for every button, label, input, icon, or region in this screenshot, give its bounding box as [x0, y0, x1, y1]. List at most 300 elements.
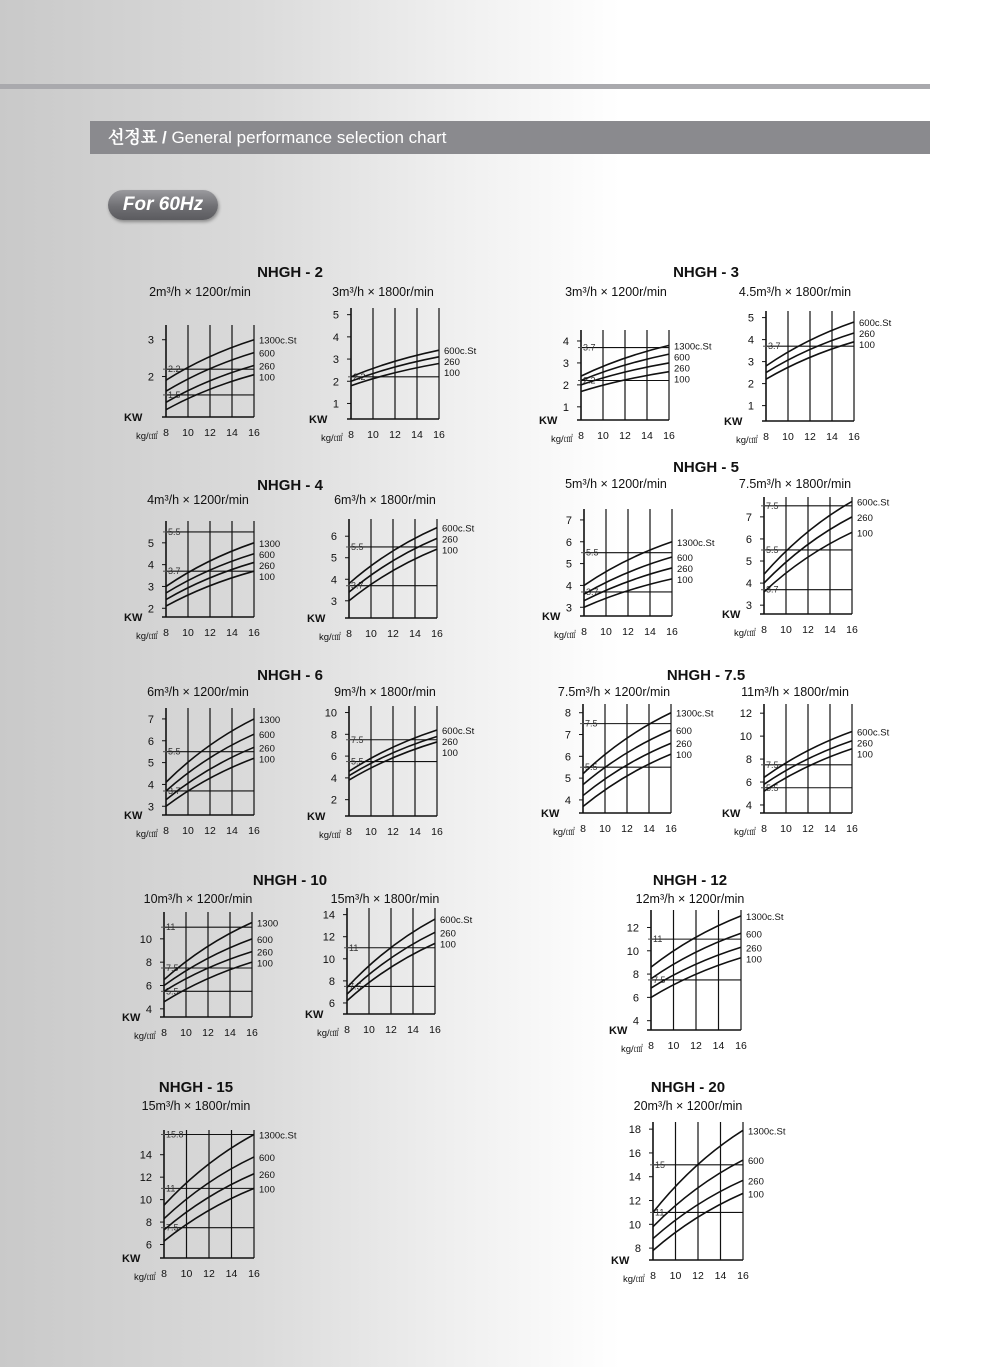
- reference-label: 7.5: [351, 734, 364, 745]
- x-tick-label: 14: [226, 427, 238, 439]
- y-axis-label: KW: [122, 1253, 141, 1265]
- model-title: NHGH - 12: [652, 872, 728, 889]
- y-tick-label: 5: [564, 773, 571, 786]
- y-tick-label: 7: [564, 729, 571, 742]
- legend-label: 600: [259, 348, 275, 360]
- reference-label: 15: [655, 1159, 666, 1170]
- reference-label: 7.5: [766, 500, 779, 511]
- reference-label: 2.2: [168, 364, 181, 375]
- chart-subtitle: 7.5m³/h × 1800r/min: [738, 477, 852, 491]
- y-tick-label: 6: [745, 777, 752, 790]
- legend-label: 100: [442, 545, 458, 557]
- chart-subtitle: 10m³/h × 1200r/min: [143, 892, 253, 906]
- y-axis-label: KW: [124, 412, 143, 424]
- legend-label: 1300: [257, 918, 279, 930]
- x-tick-label: 8: [163, 427, 169, 439]
- reference-label: 15.8: [166, 1129, 184, 1140]
- reference-label: 3.7: [583, 342, 596, 353]
- reference-label: 11: [166, 922, 176, 933]
- reference-label: 11: [655, 1207, 665, 1218]
- y-axis-label: KW: [122, 1012, 141, 1024]
- y-tick-label: 7: [565, 514, 572, 527]
- y-tick-label: 4: [332, 331, 339, 344]
- reference-label: 5.5: [166, 986, 179, 997]
- reference-label: 5.5: [168, 746, 181, 757]
- y-axis-label: KW: [609, 1025, 628, 1037]
- x-tick-label: 12: [204, 825, 216, 837]
- y-tick-label: 7: [147, 713, 154, 726]
- y-tick-label: 12: [139, 1172, 152, 1185]
- x-tick-label: 16: [666, 626, 678, 638]
- y-tick-label: 2: [747, 378, 754, 391]
- y-tick-label: 3: [747, 356, 754, 369]
- y-tick-label: 4: [147, 559, 154, 572]
- x-tick-label: 14: [409, 826, 421, 838]
- x-tick-label: 8: [344, 1024, 350, 1036]
- legend-label: 1300c.St: [677, 537, 715, 549]
- reference-label: 3.7: [168, 566, 181, 577]
- y-tick-label: 8: [145, 1217, 152, 1230]
- legend-label: 100: [674, 374, 690, 386]
- y-tick-label: 1: [747, 400, 754, 413]
- legend-label: 100: [442, 747, 458, 759]
- x-tick-label: 16: [246, 1027, 258, 1039]
- x-tick-label: 16: [735, 1040, 747, 1052]
- x-axis-unit: kg/㎠: [317, 1028, 340, 1039]
- y-tick-label: 4: [632, 1015, 639, 1028]
- chart-subtitle: 12m³/h × 1200r/min: [635, 892, 745, 906]
- chart-subtitle: 5m³/h × 1200r/min: [565, 477, 667, 491]
- y-axis-label: KW: [611, 1255, 630, 1267]
- reference-label: 5.5: [766, 544, 779, 555]
- reference-label: 5.5: [351, 756, 364, 767]
- frequency-badge: For 60Hz: [108, 190, 218, 220]
- x-tick-label: 12: [622, 626, 634, 638]
- y-axis-label: KW: [305, 1009, 324, 1021]
- x-axis-unit: kg/㎠: [321, 433, 344, 444]
- y-tick-label: 12: [628, 1195, 641, 1208]
- y-tick-label: 10: [628, 1219, 641, 1232]
- x-tick-label: 8: [578, 430, 584, 442]
- x-tick-label: 14: [824, 823, 836, 835]
- x-tick-label: 12: [385, 1024, 397, 1036]
- y-axis-label: KW: [724, 416, 743, 428]
- y-tick-label: 6: [564, 751, 571, 764]
- y-tick-label: 5: [147, 537, 154, 550]
- x-tick-label: 12: [804, 431, 816, 443]
- y-tick-label: 8: [145, 957, 152, 970]
- x-tick-label: 10: [180, 1027, 192, 1039]
- x-tick-label: 14: [641, 430, 653, 442]
- x-tick-label: 16: [248, 627, 260, 639]
- legend-label: 260: [748, 1176, 764, 1188]
- legend-label: 600: [748, 1156, 764, 1168]
- x-tick-label: 10: [182, 825, 194, 837]
- x-axis-unit: kg/㎠: [134, 1272, 157, 1283]
- legend-label: 600: [677, 553, 693, 565]
- model-title: NHGH - 15: [158, 1079, 234, 1096]
- model-title: NHGH - 4: [257, 477, 323, 494]
- chart-subtitle: 4m³/h × 1200r/min: [147, 493, 249, 507]
- model-title: NHGH - 5: [673, 459, 739, 476]
- reference-label: 1.5: [168, 389, 181, 400]
- reference-label: 2.2: [353, 371, 366, 382]
- y-tick-label: 4: [747, 334, 754, 347]
- reference-label: 5.5: [586, 547, 599, 558]
- header-separator: /: [157, 128, 172, 147]
- y-tick-label: 5: [745, 556, 752, 569]
- y-axis-label: KW: [541, 808, 560, 820]
- y-tick-label: 8: [632, 969, 639, 982]
- x-axis-unit: kg/㎠: [319, 632, 342, 643]
- y-tick-label: 1: [562, 401, 569, 414]
- reference-label: 3.7: [766, 584, 779, 595]
- y-tick-label: 2: [330, 794, 337, 807]
- reference-label: 11: [653, 934, 663, 945]
- x-tick-label: 10: [782, 431, 794, 443]
- x-tick-label: 8: [581, 626, 587, 638]
- x-tick-label: 10: [669, 1270, 682, 1282]
- model-title: NHGH - 2: [257, 264, 323, 281]
- y-tick-label: 6: [745, 533, 752, 546]
- x-tick-label: 14: [226, 825, 238, 837]
- reference-label: 7.5: [166, 963, 179, 973]
- y-tick-label: 8: [745, 754, 752, 767]
- y-tick-label: 3: [562, 357, 569, 370]
- legend-label: 100: [257, 958, 273, 970]
- x-tick-label: 16: [846, 823, 858, 835]
- y-tick-label: 5: [147, 757, 154, 770]
- legend-label: 260: [259, 560, 275, 572]
- reference-label: 11: [349, 942, 359, 953]
- y-tick-label: 16: [628, 1147, 641, 1160]
- x-tick-label: 8: [163, 627, 169, 639]
- legend-label: 260: [857, 738, 873, 750]
- y-axis-label: KW: [539, 415, 558, 427]
- x-axis-unit: kg/㎠: [136, 631, 159, 642]
- y-tick-label: 4: [330, 574, 337, 587]
- x-tick-label: 12: [204, 427, 216, 439]
- x-tick-label: 16: [429, 1024, 441, 1036]
- x-tick-label: 16: [848, 431, 860, 443]
- y-tick-label: 5: [330, 552, 337, 565]
- y-tick-label: 6: [145, 980, 152, 993]
- x-tick-label: 10: [180, 1268, 193, 1280]
- y-axis-label: KW: [124, 810, 143, 822]
- x-tick-label: 16: [665, 823, 677, 835]
- legend-label: 260: [444, 357, 460, 369]
- y-tick-label: 6: [328, 997, 335, 1010]
- y-tick-label: 12: [322, 931, 335, 944]
- legend-label: 100: [440, 939, 456, 951]
- y-tick-label: 8: [330, 729, 337, 742]
- legend-label: 100: [444, 368, 460, 380]
- legend-label: 260: [259, 1169, 275, 1181]
- legend-label: 260: [857, 512, 873, 524]
- reference-label: 5.5: [585, 762, 598, 773]
- y-tick-label: 12: [626, 922, 639, 935]
- legend-label: 600c.St: [857, 727, 890, 739]
- x-tick-label: 8: [346, 628, 352, 640]
- x-tick-label: 10: [363, 1024, 375, 1036]
- y-tick-label: 5: [332, 309, 339, 322]
- model-title: NHGH - 3: [673, 264, 739, 281]
- x-tick-label: 12: [690, 1040, 702, 1052]
- y-axis-label: KW: [124, 612, 143, 624]
- x-tick-label: 10: [780, 624, 792, 636]
- y-axis-label: KW: [542, 611, 561, 623]
- y-tick-label: 5: [747, 312, 754, 325]
- legend-label: 260: [746, 943, 762, 955]
- y-tick-label: 10: [139, 1194, 152, 1207]
- legend-label: 100: [259, 571, 275, 583]
- chart-subtitle: 6m³/h × 1800r/min: [334, 493, 436, 507]
- y-tick-label: 2: [562, 379, 569, 392]
- legend-label: 260: [674, 363, 690, 375]
- y-tick-label: 2: [147, 603, 154, 616]
- legend-label: 1300c.St: [259, 1130, 297, 1142]
- y-tick-label: 10: [139, 933, 152, 946]
- reference-label: 5.5: [766, 782, 779, 793]
- model-title: NHGH - 10: [252, 872, 328, 889]
- x-tick-label: 10: [182, 627, 194, 639]
- x-tick-label: 16: [248, 427, 260, 439]
- y-axis-label: KW: [307, 613, 326, 625]
- x-tick-label: 10: [182, 427, 194, 439]
- legend-label: 100: [746, 954, 762, 966]
- x-tick-label: 8: [648, 1040, 654, 1052]
- legend-label: 260: [259, 743, 275, 755]
- x-tick-label: 10: [667, 1040, 680, 1052]
- y-tick-label: 6: [145, 1239, 152, 1252]
- y-tick-label: 14: [322, 909, 335, 922]
- legend-label: 1300c.St: [746, 911, 784, 923]
- x-axis-unit: kg/㎠: [736, 435, 759, 446]
- y-tick-label: 14: [628, 1171, 641, 1184]
- legend-label: 1300: [259, 714, 281, 726]
- y-tick-label: 3: [147, 581, 154, 594]
- reference-label: 7.5: [349, 981, 362, 992]
- legend-label: 100: [676, 750, 692, 762]
- legend-label: 260: [257, 947, 273, 959]
- x-tick-label: 8: [761, 823, 767, 835]
- y-tick-label: 4: [745, 578, 752, 591]
- x-tick-label: 8: [346, 826, 352, 838]
- y-axis-label: KW: [309, 414, 328, 426]
- y-tick-label: 6: [632, 992, 639, 1005]
- chart-subtitle: 20m³/h × 1200r/min: [633, 1099, 743, 1113]
- x-tick-label: 16: [737, 1270, 749, 1282]
- x-tick-label: 16: [663, 430, 675, 442]
- x-axis-unit: kg/㎠: [136, 829, 159, 840]
- x-tick-label: 14: [643, 823, 655, 835]
- x-axis-unit: kg/㎠: [554, 630, 577, 641]
- x-tick-label: 14: [226, 627, 238, 639]
- legend-label: 260: [259, 361, 275, 373]
- x-tick-label: 14: [224, 1027, 236, 1039]
- reference-label: 11: [166, 1183, 176, 1194]
- x-tick-label: 8: [348, 429, 354, 441]
- reference-label: 5.5: [168, 526, 181, 537]
- x-tick-label: 10: [597, 430, 609, 442]
- model-title: NHGH - 20: [650, 1079, 726, 1096]
- chart-subtitle: 3m³/h × 1800r/min: [332, 285, 434, 299]
- y-tick-label: 10: [739, 731, 752, 744]
- legend-label: 1300: [259, 538, 281, 550]
- x-tick-label: 8: [761, 624, 767, 636]
- y-axis-label: KW: [307, 811, 326, 823]
- legend-label: 600: [746, 929, 762, 941]
- x-tick-label: 12: [387, 628, 399, 640]
- y-tick-label: 18: [628, 1124, 641, 1137]
- reference-label: 7.5: [166, 1222, 179, 1233]
- y-tick-label: 4: [564, 794, 571, 807]
- y-axis-label: KW: [722, 808, 741, 820]
- reference-label: 2.2: [583, 375, 596, 386]
- x-tick-label: 10: [365, 628, 377, 640]
- y-tick-label: 3: [745, 600, 752, 613]
- x-tick-label: 12: [389, 429, 401, 441]
- y-axis-label: KW: [722, 609, 741, 621]
- y-tick-label: 2: [332, 376, 339, 389]
- x-tick-label: 8: [161, 1268, 167, 1280]
- y-tick-label: 3: [147, 334, 154, 347]
- legend-label: 600: [259, 730, 275, 742]
- legend-label: 600: [259, 1152, 275, 1164]
- legend-label: 100: [259, 372, 275, 384]
- legend-label: 1300c.St: [674, 341, 712, 353]
- x-tick-label: 14: [225, 1268, 238, 1280]
- x-tick-label: 12: [802, 624, 814, 636]
- y-tick-label: 4: [330, 772, 337, 785]
- y-tick-label: 3: [147, 801, 154, 814]
- y-tick-label: 8: [564, 707, 571, 720]
- y-tick-label: 4: [565, 580, 572, 593]
- legend-label: 100: [859, 340, 875, 351]
- x-tick-label: 14: [824, 624, 836, 636]
- legend-label: 260: [442, 736, 458, 748]
- x-tick-label: 14: [644, 626, 656, 638]
- x-tick-label: 14: [407, 1024, 419, 1036]
- x-tick-label: 12: [202, 1027, 214, 1039]
- x-tick-label: 16: [248, 825, 260, 837]
- y-tick-label: 10: [324, 707, 337, 720]
- legend-label: 260: [440, 928, 456, 940]
- reference-label: 7.5: [585, 718, 598, 729]
- chart-subtitle: 11m³/h × 1800r/min: [741, 685, 849, 699]
- x-tick-label: 16: [431, 628, 443, 640]
- x-tick-label: 12: [619, 430, 631, 442]
- chart-subtitle: 4.5m³/h × 1800r/min: [738, 285, 852, 299]
- y-tick-label: 1: [332, 398, 339, 411]
- x-tick-label: 16: [248, 1268, 260, 1280]
- x-tick-label: 8: [163, 825, 169, 837]
- legend-label: 600c.St: [442, 523, 475, 535]
- x-tick-label: 12: [692, 1270, 704, 1282]
- y-tick-label: 6: [330, 531, 337, 544]
- legend-label: 260: [677, 564, 693, 576]
- legend-label: 600: [259, 549, 275, 561]
- chart-subtitle: 7.5m³/h × 1200r/min: [557, 685, 671, 699]
- chart-subtitle: 9m³/h × 1800r/min: [334, 685, 436, 699]
- x-axis-unit: kg/㎠: [553, 827, 576, 838]
- x-axis-unit: kg/㎠: [734, 827, 757, 838]
- legend-label: 100: [857, 749, 873, 761]
- y-tick-label: 3: [332, 354, 339, 367]
- x-tick-label: 10: [780, 823, 792, 835]
- x-axis-unit: kg/㎠: [623, 1274, 646, 1285]
- legend-label: 100: [259, 1184, 275, 1196]
- chart-subtitle: 6m³/h × 1200r/min: [147, 685, 249, 699]
- x-axis-unit: kg/㎠: [621, 1044, 644, 1055]
- header-title-en: General performance selection chart: [171, 128, 447, 147]
- y-tick-label: 2: [147, 371, 154, 384]
- x-tick-label: 10: [600, 626, 612, 638]
- reference-label: 7.5: [766, 759, 779, 770]
- legend-label: 100: [857, 528, 873, 540]
- legend-label: 260: [442, 534, 458, 546]
- x-tick-label: 16: [431, 826, 443, 838]
- legend-label: 260: [859, 329, 875, 340]
- x-tick-label: 12: [203, 1268, 215, 1280]
- reference-label: 7.5: [653, 974, 666, 985]
- x-tick-label: 10: [367, 429, 379, 441]
- y-tick-label: 3: [565, 602, 572, 615]
- reference-label: 3.7: [768, 341, 781, 352]
- x-axis-unit: kg/㎠: [136, 431, 159, 442]
- x-tick-label: 16: [433, 429, 445, 441]
- x-tick-label: 14: [409, 628, 421, 640]
- y-tick-label: 6: [330, 751, 337, 764]
- x-axis-unit: kg/㎠: [134, 1031, 157, 1042]
- chart-subtitle: 15m³/h × 1800r/min: [330, 892, 440, 906]
- legend-label: 600: [676, 726, 692, 738]
- legend-label: 600c.St: [440, 915, 473, 927]
- legend-label: 600: [257, 934, 273, 946]
- legend-label: 600: [674, 352, 690, 364]
- x-axis-unit: kg/㎠: [551, 434, 574, 445]
- legend-label: 100: [748, 1189, 764, 1201]
- y-tick-label: 12: [739, 708, 752, 721]
- y-tick-label: 10: [322, 953, 335, 966]
- legend-label: 600c.St: [442, 725, 475, 737]
- x-tick-label: 14: [826, 431, 838, 443]
- x-tick-label: 14: [411, 429, 423, 441]
- x-tick-label: 12: [204, 627, 216, 639]
- y-tick-label: 4: [745, 799, 752, 812]
- legend-label: 600c.St: [857, 497, 890, 509]
- y-tick-label: 6: [565, 536, 572, 549]
- y-tick-label: 14: [139, 1149, 152, 1162]
- legend-label: 600c.St: [859, 318, 892, 329]
- y-tick-label: 10: [626, 945, 639, 958]
- reference-label: 5.5: [351, 541, 364, 552]
- x-tick-label: 8: [580, 823, 586, 835]
- header-title-ko: 선정표: [108, 128, 158, 147]
- model-title: NHGH - 7.5: [666, 667, 746, 684]
- y-tick-label: 7: [745, 511, 752, 524]
- x-tick-label: 8: [763, 431, 769, 443]
- legend-label: 100: [259, 754, 275, 766]
- x-tick-label: 14: [714, 1270, 727, 1282]
- reference-label: 3.7: [351, 580, 364, 591]
- legend-label: 1300c.St: [748, 1126, 786, 1138]
- x-axis-unit: kg/㎠: [734, 628, 757, 639]
- reference-label: 3.7: [586, 586, 599, 597]
- y-tick-label: 5: [565, 558, 572, 571]
- legend-label: 260: [676, 739, 692, 751]
- legend-label: 600c.St: [444, 346, 477, 358]
